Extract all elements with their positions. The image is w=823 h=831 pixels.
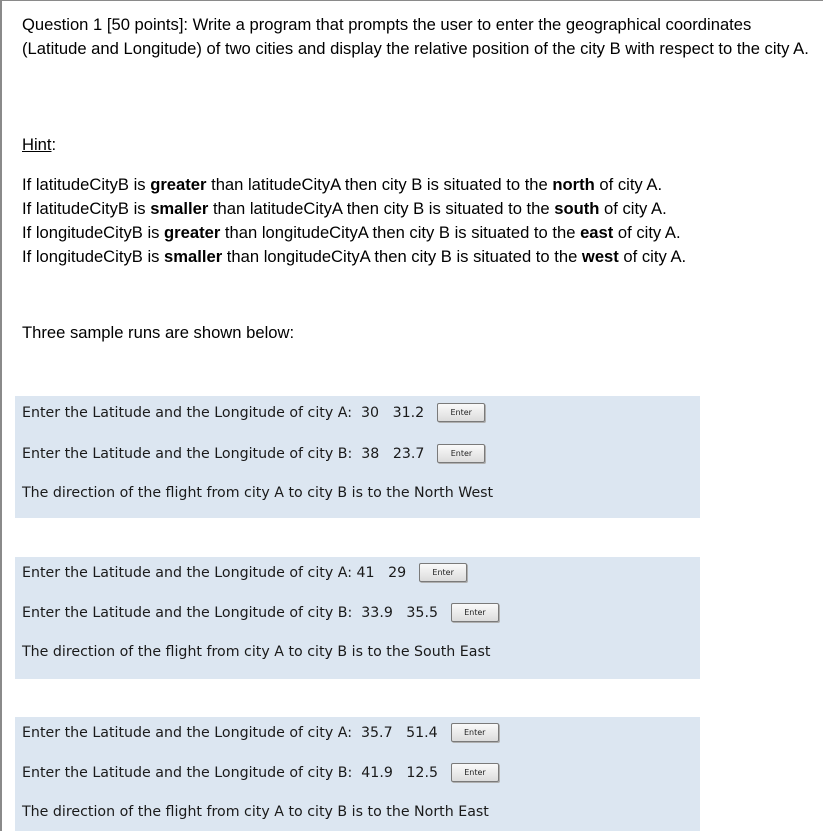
prompt-city-b xyxy=(22,603,499,622)
input-values: 41 29 xyxy=(351,564,407,581)
question-text: Question 1 [50 points]: Write a program that prompts the user to enter the geographical coordinates (Latitude and Longitude) of two cities and display the relative position of the city B with respect to the city A. xyxy=(22,15,809,58)
page-border-top xyxy=(0,0,823,1)
input-values: 41.9 12.5 xyxy=(352,764,438,781)
hint-bold-direction: east xyxy=(580,223,614,242)
enter-button[interactable]: Enter xyxy=(437,444,485,463)
hint-rule xyxy=(22,173,686,197)
sample-run-3 xyxy=(15,717,700,831)
prompt-label: Enter the Latitude and the Longitude of city A: xyxy=(22,724,352,741)
hint-bold-comparison: greater xyxy=(150,175,207,194)
hint-bold-direction: north xyxy=(552,175,595,194)
sample-run-2 xyxy=(15,557,700,679)
prompt-label: Enter the Latitude and the Longitude of city B: xyxy=(22,445,353,462)
input-values: 35.7 51.4 xyxy=(351,724,438,741)
prompt-label: Enter the Latitude and the Longitude of city B: xyxy=(22,764,353,781)
hint-colon: : xyxy=(51,135,57,154)
enter-button[interactable]: Enter xyxy=(451,603,499,622)
hint-bold-comparison: smaller xyxy=(164,247,223,266)
prompt-label: Enter the Latitude and the Longitude of city A: xyxy=(22,404,352,421)
hint-text: of city A. xyxy=(618,247,687,266)
hint-heading xyxy=(22,133,56,157)
input-values: 38 23.7 xyxy=(352,445,425,462)
hint-text: If longitudeCityB is xyxy=(22,223,165,242)
enter-button[interactable]: Enter xyxy=(451,763,499,782)
hint-text: than longitudeCityA then city B is situated to the xyxy=(220,223,581,242)
hint-bold-comparison: smaller xyxy=(150,199,209,218)
hint-text: of city A. xyxy=(594,175,663,194)
hint-text: of city A. xyxy=(613,223,681,242)
result-line: The direction of the flight from city A to city B is to the North East xyxy=(22,804,489,820)
hint-text: than latitudeCityA then city B is situated to the xyxy=(208,199,555,218)
hint-text: If latitudeCityB is xyxy=(22,175,151,194)
hint-bold-direction: south xyxy=(554,199,600,218)
prompt-city-a xyxy=(22,723,499,742)
prompt-city-b xyxy=(22,444,485,463)
hint-rule xyxy=(22,245,686,269)
sample-run-1 xyxy=(15,396,700,518)
prompt-label: Enter the Latitude and the Longitude of city B: xyxy=(22,604,353,621)
hint-bold-direction: west xyxy=(581,247,619,266)
hint-rules xyxy=(22,173,686,269)
result-line: The direction of the flight from city A to city B is to the South East xyxy=(22,644,491,660)
input-values: 30 31.2 xyxy=(351,404,425,421)
prompt-label: Enter the Latitude and the Longitude of city A: xyxy=(22,564,352,581)
prompt-city-a xyxy=(22,403,485,422)
hint-text: than longitudeCityA then city B is situated to the xyxy=(222,247,582,266)
enter-button[interactable]: Enter xyxy=(451,723,499,742)
input-values: 33.9 35.5 xyxy=(352,604,438,621)
hint-label: Hint xyxy=(22,135,52,154)
hint-text: If longitudeCityB is xyxy=(22,247,165,266)
enter-button[interactable]: Enter xyxy=(419,563,467,582)
hint-rule xyxy=(22,221,686,245)
hint-bold-comparison: greater xyxy=(164,223,221,242)
hint-text: If latitudeCityB is xyxy=(22,199,151,218)
samples-intro: Three sample runs are shown below: xyxy=(22,323,295,342)
hint-text: of city A. xyxy=(599,199,667,218)
hint-text: than latitudeCityA then city B is situated to the xyxy=(206,175,553,194)
prompt-city-b xyxy=(22,763,499,782)
result-line: The direction of the flight from city A to city B is to the North West xyxy=(22,485,494,501)
prompt-city-a xyxy=(22,563,467,582)
enter-button[interactable]: Enter xyxy=(437,403,485,422)
page-border-left xyxy=(0,0,2,831)
hint-rule xyxy=(22,197,686,221)
